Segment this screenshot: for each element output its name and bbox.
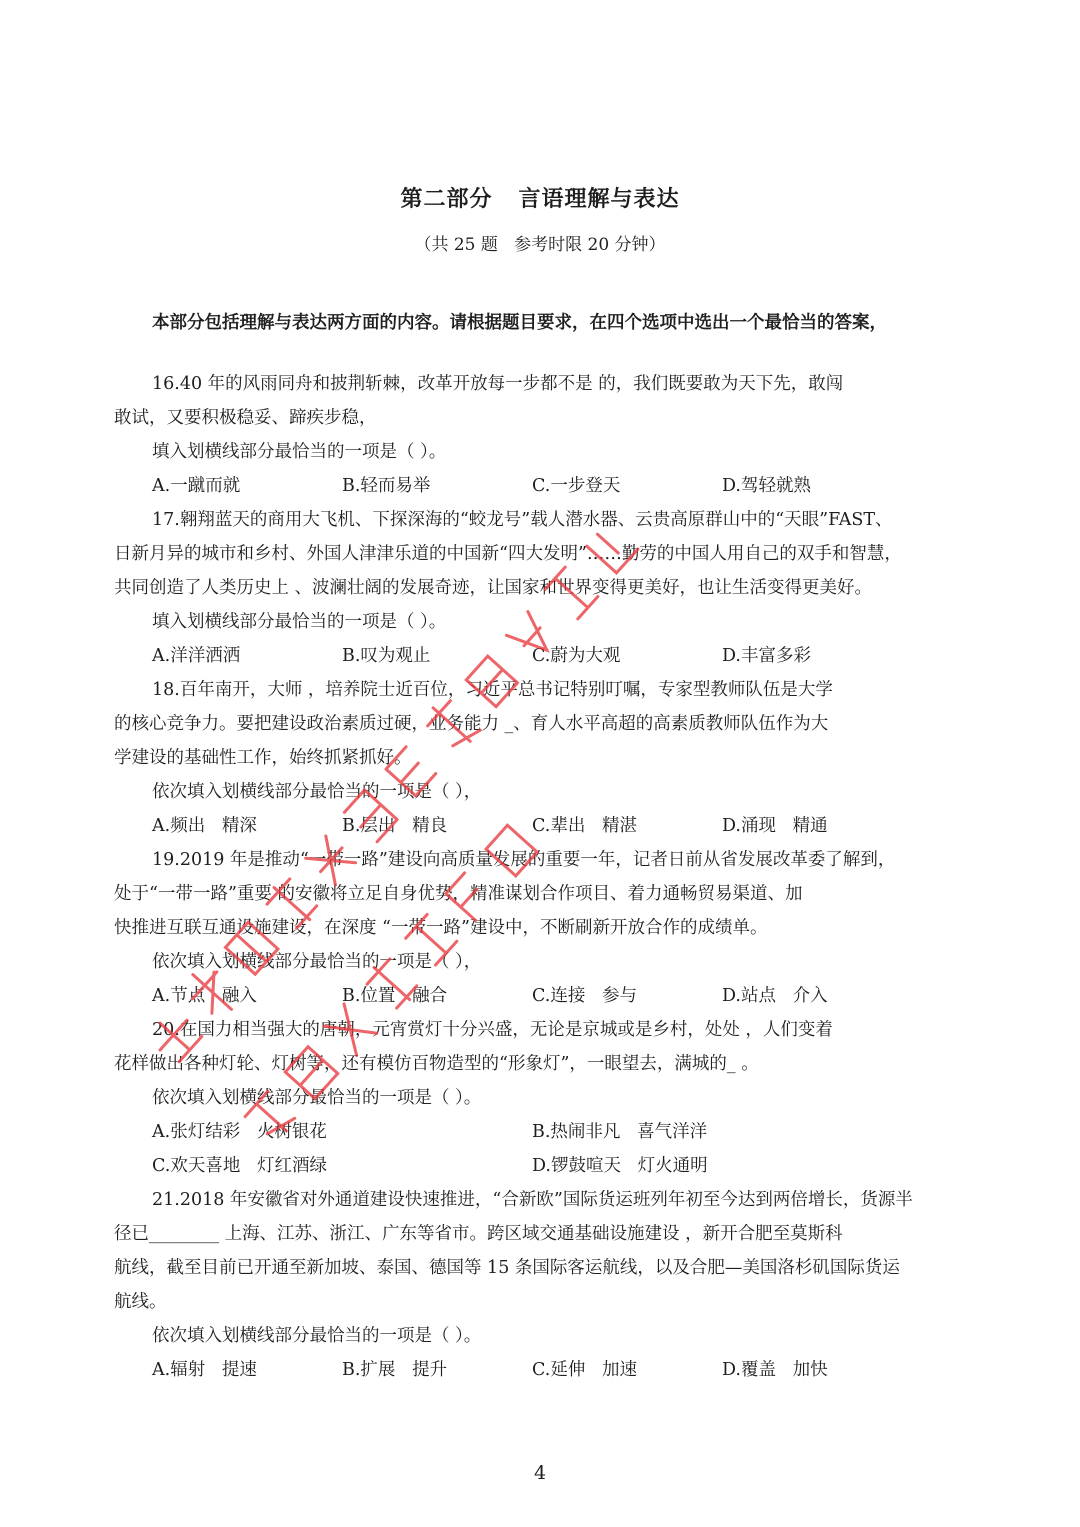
question-20-option-d: D.锣鼓喧天 灯火通明: [532, 1156, 708, 1176]
question-17-option-d: D.丰富多彩: [722, 646, 811, 666]
question-20-line-2: 花样做出各种灯轮、灯树等，还有模仿百物造型的“形象灯”，一眼望去，满城的_ 。: [114, 1054, 759, 1074]
question-19-option-a: A.节点 融入: [152, 986, 257, 1006]
section-instructions: 本部分包括理解与表达两方面的内容。请根据题目要求，在四个选项中选出一个最恰当的答案，: [152, 313, 887, 333]
question-18-option-d: D.涌现 精通: [722, 816, 828, 836]
question-20-prompt: 依次填入划横线部分最恰当的一项是（ ）。: [152, 1088, 482, 1108]
question-21-option-a: A.辐射 提速: [152, 1360, 257, 1380]
question-17-line-2: 日新月异的城市和乡村、外国人津津乐道的中国新“四大发明”……勤劳的中国人用自己的双手和智慧，: [114, 544, 902, 564]
question-18-option-a: A.频出 精深: [152, 816, 257, 836]
page-number: 4: [533, 1462, 547, 1484]
question-16-prompt: 填入划横线部分最恰当的一项是（ ）。: [152, 442, 447, 462]
question-19-line-2: 处于“一带一路”重要 的安徽将立足自身优势，精准谋划合作项目、着力通畅贸易渠道、加: [114, 884, 803, 904]
question-21-line-4: 航线。: [114, 1292, 167, 1312]
question-17-line-1: 17.翱翔蓝天的商用大飞机、下探深海的“蛟龙号”载人潜水器、云贵高原群山中的“天眼”FAST、: [152, 510, 893, 530]
question-16-line-2: 敢试，又要积极稳妥、蹄疾步稳，: [114, 408, 377, 428]
question-18-option-c: C.辈出 精湛: [532, 816, 638, 836]
question-18-line-1: 18.百年南开，大师 ，培养院士近百位，习近平总书记特别叮嘱，专家型教师队伍是大学: [152, 680, 833, 700]
question-21-option-b: B.扩展 提升: [342, 1360, 448, 1380]
question-19-prompt: 依次填入划横线部分最恰当的一项是（ ），: [152, 952, 482, 972]
question-21-option-d: D.覆盖 加快: [722, 1360, 828, 1380]
question-16-line-1: 16.40 年的风雨同舟和披荆斩棘，改革开放每一步都不是 的，我们既要敢为天下先，敢闯: [152, 374, 844, 394]
question-18-prompt: 依次填入划横线部分最恰当的一项是（ ），: [152, 782, 482, 802]
question-17-prompt: 填入划横线部分最恰当的一项是（ ）。: [152, 612, 447, 632]
question-16-option-b: B.轻而易举: [342, 476, 431, 496]
question-17-line-3: 共同创造了人类历史上 、波澜壮阔的发展奇迹，让国家和世界变得更美好，也让生活变得更美好。: [114, 578, 873, 598]
question-16-option-c: C.一步登天: [532, 476, 621, 496]
section-title: 第二部分 言语理解与表达: [400, 187, 680, 212]
question-17-option-b: B.叹为观止: [342, 646, 431, 666]
question-19-line-1: 19.2019 年是推动“一带一路”建设向高质量发展的重要一年，记者日前从省发展改革委了解到，: [152, 850, 896, 870]
question-19-option-c: C.连接 参与: [532, 986, 638, 1006]
question-20-option-a: A.张灯结彩 火树银花: [152, 1122, 327, 1142]
question-20-option-c: C.欢天喜地 灯红酒绿: [152, 1156, 328, 1176]
question-21-line-2: 径已________ 上海、江苏、浙江、广东等省市。跨区域交通基础设施建设 ，新开合肥至莫斯科: [114, 1224, 843, 1244]
question-20-line-1: 20.在国力相当强大的唐朝，元宵赏灯十分兴盛，无论是京城或是乡村，处处 ，人们变着: [152, 1020, 833, 1040]
section-subtitle: （共 25 题 参考时限 20 分钟）: [414, 235, 666, 255]
question-16-option-a: A.一蹴而就: [152, 476, 241, 496]
question-19-option-b: B.位置 融合: [342, 986, 448, 1006]
question-19-line-3: 快推进互联互通设施建设，在深度 “一带一路”建设中，不断刷新开放合作的成绩单。: [114, 918, 768, 938]
question-21-prompt: 依次填入划横线部分最恰当的一项是（ ）。: [152, 1326, 482, 1346]
question-19-option-d: D.站点 介入: [722, 986, 828, 1006]
question-18-line-3: 学建设的基础性工作，始终抓紧抓好。: [114, 748, 412, 768]
question-18-option-b: B.层出 精良: [342, 816, 448, 836]
question-18-line-2: 的核心竞争力。要把建设政治素质过硬，业务能力 _、育人水平高超的高素质教师队伍作为大: [114, 714, 829, 734]
question-17-option-a: A.洋洋洒洒: [152, 646, 241, 666]
question-21-line-1: 21.2018 年安徽省对外通道建设快速推进，“合新欧”国际货运班列年初至今达到两倍增长，货源半: [152, 1190, 913, 1210]
question-17-option-c: C.蔚为大观: [532, 646, 621, 666]
question-16-option-d: D.驾轻就熟: [722, 476, 811, 496]
question-21-option-c: C.延伸 加速: [532, 1360, 638, 1380]
question-21-line-3: 航线，截至目前已开通至新加坡、泰国、德国等 15 条国际客运航线，以及合肥—美国洛杉矶国际货运: [114, 1258, 900, 1278]
question-20-option-b: B.热闹非凡 喜气洋洋: [532, 1122, 708, 1142]
